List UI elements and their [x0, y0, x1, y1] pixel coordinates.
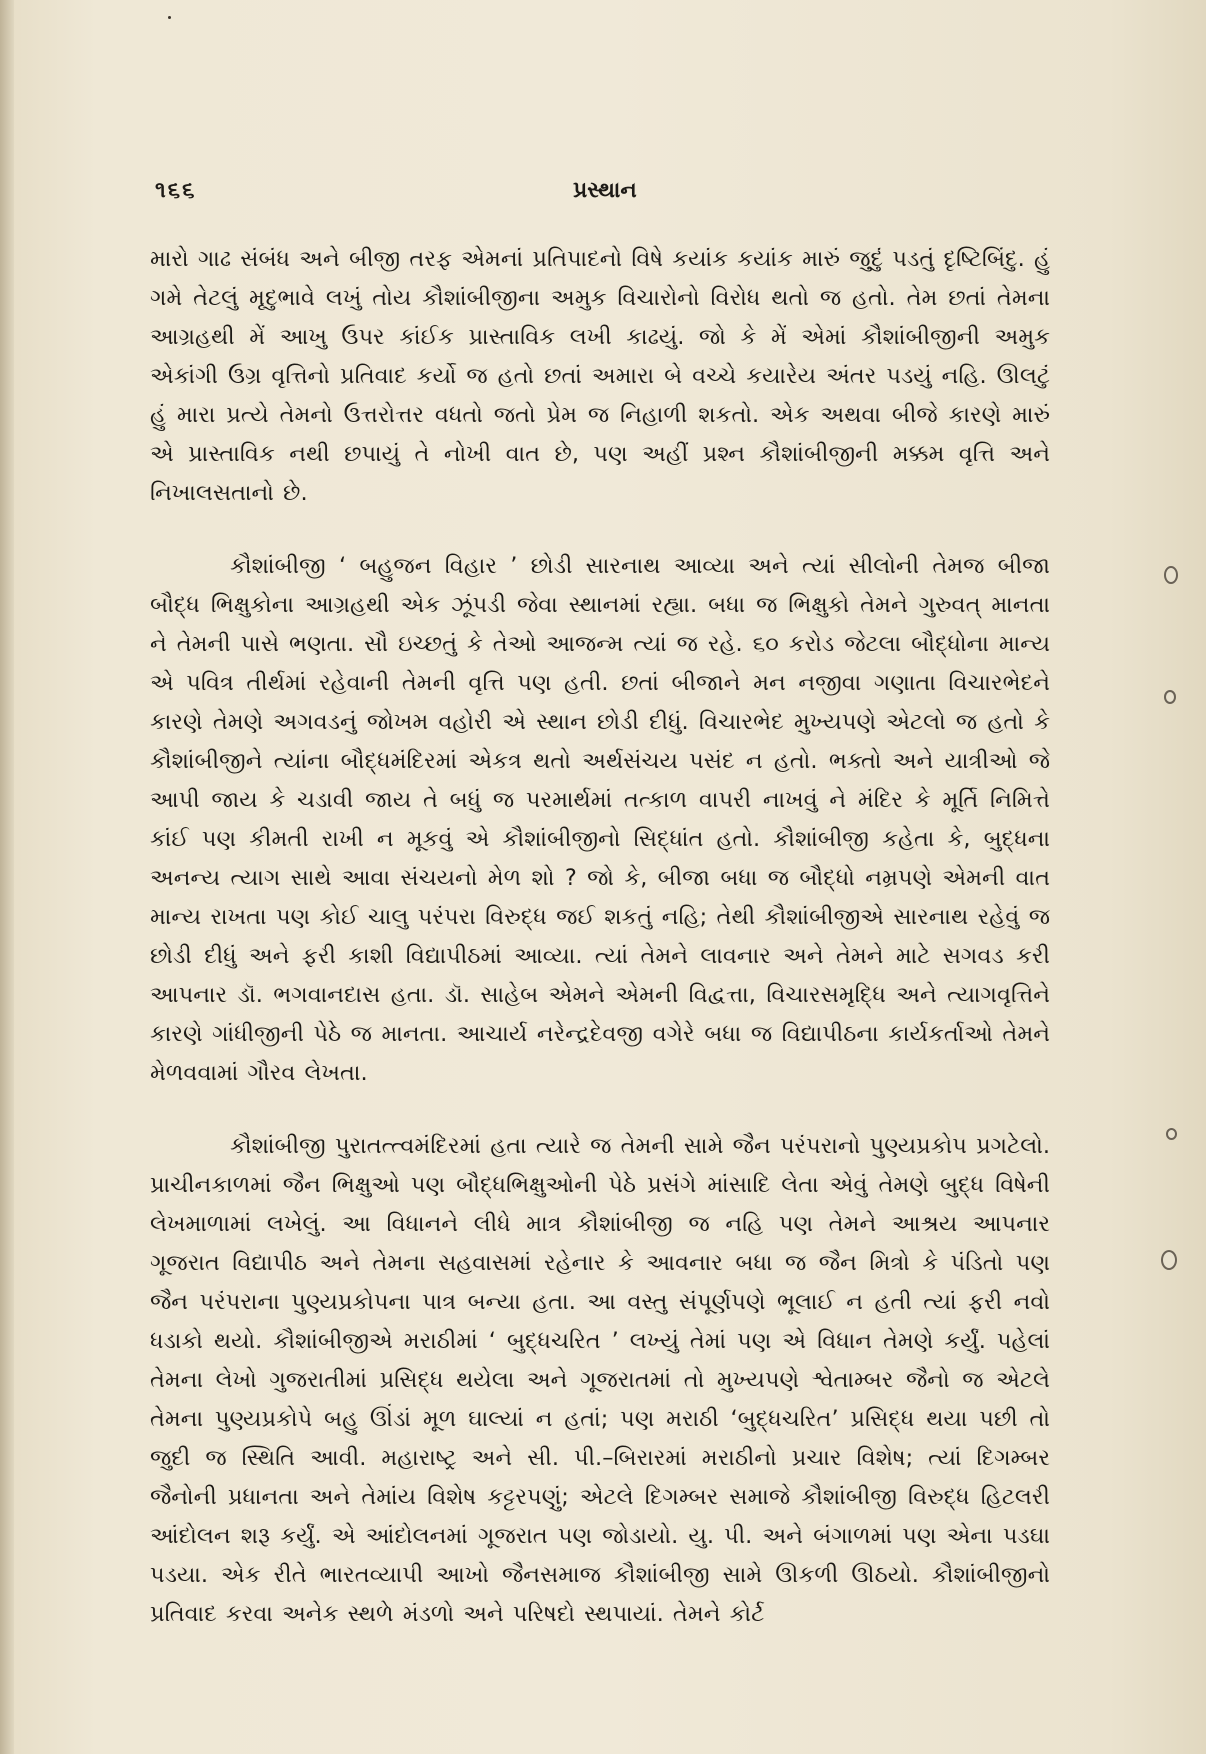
page-header: [155, 178, 1055, 214]
binding-hole-icon: [1161, 1250, 1177, 1270]
paragraph-3: કૌશાંબીજી પુરાતત્ત્વમંદિરમાં હતા ત્યારે જ તેમની સામે જૈન પરંપરાનો પુણ્યપ્રકોપ પ્રગટેલો. પ્રાચીનકાળમાં જૈન ભિક્ષુઓ પણ બૌદ્ધભિક્ષુઓની પેઠે પ્રસંગે માંસાદિ લેતા એવું તેમણે બુદ્ધ વિષેની લેખમાળામાં લખેલું. આ વિધાનને લીધે માત્ર કૌશાંબીજી જ નહિ પણ તેમને આશ્રય આપનાર ગૂજરાત વિદ્યાપીઠ અને તેમના સહવાસમાં રહેનાર કે આવનાર બધા જ જૈન મિત્રો કે પંડિતો પણ જૈન પરંપરાના પુણ્યપ્રકોપના પાત્ર બન્યા હતા. આ વસ્તુ સંપૂર્ણપણે ભૂલાઈ ન હતી ત્યાં ફરી નવો ધડાકો થયો. કૌશાંબીજીએ મરાઠીમાં ‘ બુદ્ધચરિત ’ લખ્યું તેમાં પણ એ વિધાન તેમણે કર્યું. પહેલાં તેમના લેખો ગુજરાતીમાં પ્રસિદ્ધ થયેલા અને ગૂજરાતમાં તો મુખ્યપણે શ્વેતામ્બર જૈનો જ એટલે તેમના પુણ્યપ્રકોપે બહુ ઊંડાં મૂળ ઘાલ્યાં ન હતાં; પણ મરાઠી ‘બુદ્ધચરિત’ પ્રસિદ્ધ થયા પછી તો જુદી જ સ્થિતિ આવી. મહારાષ્ટ્ર અને સી. પી.–બિરારમાં મરાઠીનો પ્રચાર વિશેષ; ત્યાં દિગમ્બર જૈનોની પ્રધાનતા અને તેમાંય વિશેષ કટ્ટરપણું; એટલે દિગમ્બર સમાજે કૌશાંબીજી વિરુદ્ધ હિટલરી આંદોલન શરૂ કર્યું. એ આંદોલનમાં ગૂજરાત પણ જોડાયો. યુ. પી. અને બંગાળમાં પણ એના પડઘા પડયા. એક રીતે ભારતવ્યાપી આખો જૈનસમાજ કૌશાંબીજી સામે ઊકળી ઊઠયો. કૌશાંબીજીનો પ્રતિવાદ કરવા અનેક સ્થળે મંડળો અને પરિષદો સ્થપાયાં. તેમને કોર્ટ: [150, 1133, 1050, 1627]
print-speck: [168, 16, 171, 19]
binding-hole-icon: [1164, 690, 1176, 704]
binding-hole-icon: [1164, 566, 1178, 584]
binding-hole-icon: [1166, 1128, 1177, 1140]
paragraph-1: મારો ગાઢ સંબંધ અને બીજી તરફ એમનાં પ્રતિપાદનો વિષે કયાંક કયાંક મારું જુદું પડતું દૃષ્ટિબિંદુ. હું ગમે તેટલું મૃદુભાવે લખું તોય કૌશાંબીજીના અમુક વિચારોનો વિરોધ થતો જ હતો. તેમ છતાં તેમના આગ્રહથી મેં આખુ ઉપર કાંઈક પ્રાસ્તાવિક લખી કાઢયું. જો કે મેં એમાં કૌશાંબીજીની અમુક એકાંગી ઉગ્ર વૃત્તિનો પ્રતિવાદ કર્યો જ હતો છતાં અમારા બે વચ્ચે કયારેય અંતર પડયું નહિ. ઊલટું હું મારા પ્રત્યે તેમનો ઉત્તરોત્તર વધતો જતો પ્રેમ જ નિહાળી શકતો. એક અથવા બીજે કારણે મારું એ પ્રાસ્તાવિક નથી છપાયું તે નોખી વાત છે, પણ અહીં પ્રશ્ન કૌશાંબીજીની મક્કમ વૃત્તિ અને નિખાલસતાનો છે.: [150, 246, 1050, 506]
page-spine-shadow: [0, 0, 14, 1754]
page-number: ૧૬૬: [155, 178, 197, 203]
paragraph-2: કૌશાંબીજી ‘ બહુજન વિહાર ’ છોડી સારનાથ આવ્યા અને ત્યાં સીલોની તેમજ બીજા બૌદ્ધ ભિક્ષુકોના આગ્રહથી એક ઝૂંપડી જેવા સ્થાનમાં રહ્યા. બધા જ ભિક્ષુકો તેમને ગુરુવત્ માનતા ને તેમની પાસે ભણતા. સૌ ઇચ્છતું કે તેઓ આજન્મ ત્યાં જ રહે. ૬૦ કરોડ જેટલા બૌદ્ધોના માન્ય એ પવિત્ર તીર્થમાં રહેવાની તેમની વૃત્તિ પણ હતી. છતાં બીજાને મન નજીવા ગણાતા વિચારભેદને કારણે તેમણે અગવડનું જોખમ વહોરી એ સ્થાન છોડી દીધું. વિચારભેદ મુખ્યપણે એટલો જ હતો કે કૌશાંબીજીને ત્યાંના બૌદ્ધમંદિરમાં એકત્ર થતો અર્થસંચય પસંદ ન હતો. ભક્તો અને યાત્રીઓ જે આપી જાય કે ચડાવી જાય તે બધું જ પરમાર્થમાં તત્કાળ વાપરી નાખવું ને મંદિર કે મૂર્તિ નિમિત્તે કાંઈ પણ કીમતી રાખી ન મૂકવું એ કૌશાંબીજીનો સિદ્ધાંત હતો. કૌશાંબીજી કહેતા કે, બુદ્ધના અનન્ય ત્યાગ સાથે આવા સંચયનો મેળ શો ? જો કે, બીજા બધા જ બૌદ્ધો નમ્રપણે એમની વાત માન્ય રાખતા પણ કોઈ ચાલુ પરંપરા વિરુદ્ધ જઈ શકતું નહિ; તેથી કૌશાંબીજીએ સારનાથ રહેવું જ છોડી દીધું અને ફરી કાશી વિદ્યાપીઠમાં આવ્યા. ત્યાં તેમને લાવનાર અને તેમને માટે સગવડ કરી આપનાર ડૉ. ભગવાનદાસ હતા. ડૉ. સાહેબ એમને એમની વિદ્વત્તા, વિચારસમૃદ્ધિ અને ત્યાગવૃત્તિને કારણે ગાંધીજીની પેઠે જ માનતા. આચાર્ય નરેન્દ્રદેવજી વગેરે બધા જ વિદ્યાપીઠના કાર્યકર્તાઓ તેમને મેળવવામાં ગૌરવ લેખતા.: [150, 553, 1050, 1086]
running-title: પ્રસ્થાન: [573, 178, 637, 203]
body-text: [150, 240, 1050, 1668]
